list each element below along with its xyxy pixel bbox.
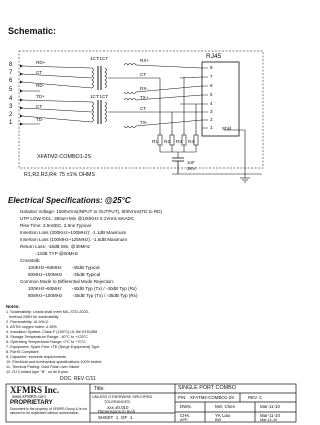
label-ct-right-tx: CT [140,106,147,111]
rj45-pin-7: 7 [210,74,213,79]
spec-line: Insertion Loss (300KHz~100MHz): -1.1dB Maximum [20,230,127,235]
pin-left-8: 8 [9,62,13,68]
date-app: Mar-11-10 [260,418,278,422]
rj45-pin-2: 2 [210,117,213,122]
electrical-specs-title: Electrical Specifications: @25°C [8,196,131,205]
label-tx-minus: TX- [140,120,148,125]
rj45-pin-3: 3 [210,109,213,114]
label-ct-right-rx: CT [140,72,147,77]
date-dwn: Mar-11-10 [260,404,280,409]
rj45-pin-5: 5 [210,92,213,97]
label-tx-plus: TX+ [140,95,149,100]
pin-left-7: 7 [9,70,13,76]
label-td-minus: TD- [36,117,44,122]
note-item: 3. ASTM oxygen index: ≥ 28% [6,325,57,329]
name-chk: YK Liao [215,413,231,418]
tolerances-label: TOLERANCES: [104,400,131,404]
pin-left-4: 4 [9,96,13,102]
capacitor-voltage: 2KV [187,166,196,171]
pin-left-5: 5 [9,87,13,93]
note-item: 4. Insulation System: Class F (155°C) UL file E151558 [6,330,98,334]
resistor-r1-label: R1 [152,139,158,144]
spec-line: Rise Time: 3.5nSEC, 2.5ns Typical [20,223,91,228]
rj45-pin-6: 6 [210,83,213,88]
note-item: 8. RoHS Compliant [6,350,39,354]
note-item: 12. RJ Contact type "B", on all 8 pins [6,370,69,374]
resistor-r2-label: R2 [164,139,170,144]
company-website: www.XFMRS.com [12,394,46,399]
title-value: SINGLE PORT COMBO [178,385,236,391]
xfmr-top-label: 1CT:1CT [90,56,109,61]
pn-label: P/N: [178,395,187,400]
proprietary-title: PROPRIETARY [10,400,53,406]
date-chk: Mar-11-10 [260,413,280,418]
resistor-note: R1,R2,R3,R4: 75 ±1% OHMS [24,172,95,178]
pn-value: XFATM2-COMBO1-2S [190,395,235,400]
name-dwn: Mel. Chen [215,404,236,409]
note-item: 1. Solderability: Leads shall meet MIL-STD-202G, [6,310,90,314]
label-rd-plus: RD+ [36,60,46,65]
dimensions-note: Dimensions in Inch [98,409,136,414]
rj45-pin-1: 1 [210,125,213,130]
rj45-pin-8: 8 [210,65,213,70]
doc-revision: DOC. REV C/11 [60,376,96,382]
capacitor-value: 1nF [187,160,195,165]
spec-line: Isolation Voltage: 1500Vrms(INPUT to OUTPUT), 500Vrms(TD to RD) [20,209,163,214]
label-rx-plus: RX+ [140,58,150,63]
pin-left-2: 2 [9,112,13,118]
note-item: 9. Capacitor: exceeds requirements [6,355,66,359]
resistor-r4-label: R4 [188,139,194,144]
unless-specified: UNLESS OTHERWISE SPECIFIED [92,395,153,399]
label-rx-minus: RX- [140,86,148,91]
spec-line: Return Loss: -18dB Min. @30MHz [20,244,91,249]
note-item: 10. Electrical and mechanical specifications 100% tested [6,360,102,364]
title-label: Title: [94,386,105,392]
label-ct-tx: CT [36,104,43,109]
role-app: APP. [180,418,189,422]
rj45-label: RJ45 [206,53,222,60]
role-dwn: DWN. [180,404,192,409]
note-item: 2. Flammability: UL94V-0 [6,320,49,324]
label-td-plus: TD+ [36,94,45,99]
xfmr-bottom-label: 1CT:1CT [90,94,109,99]
role-chk: CHK. [180,413,191,418]
revision: REV. C [248,395,263,400]
note-item: 11. Terminal Plating: Gold Flash over Nickel [6,365,80,369]
spec-line: 100KHz~60MHz -40dB Typ (Tx) / -40dB Typ (Rx) [28,286,137,291]
spec-line: 100KHz~60MHz -40dB Typical [28,265,100,270]
tolerance-value: .xxx ±0.010 [106,405,129,410]
spec-line: Common Mode to Differential Mode Rejection: [20,279,115,284]
label-ct-rx: CT [36,70,43,75]
resistor-r3-label: R3 [176,139,182,144]
pin-left-6: 6 [9,78,13,84]
pin-left-1: 1 [9,120,13,126]
shield-label: Shld [222,126,232,131]
note-item: method 208H for solderability [6,315,59,319]
company-name: XFMRS Inc. [10,385,59,395]
note-item: 5. Storage Temperature Range: -40°C to +125°C [6,335,89,339]
note-item: 7. Equipment: Spark Free, ITE (Surge Equipment) Type [6,345,100,349]
notes-label: Notes: [6,304,20,309]
spec-line: 80MHz~100MHz -35dB Typical [28,272,101,277]
part-number-label: XFATM2-COMBO1-2S [37,154,92,160]
name-app: BW [215,418,222,422]
proprietary-text: Document is the property of XFMRS Group & is not allowed to be duplicated without authorization [10,407,88,415]
label-rd-minus: RD- [36,83,45,88]
spec-line: 80MHz~100MHz -35dB Typ (Tx) / -35dB Typ (Rx) [28,293,138,298]
note-item: 6. Operating Temperature Range: 0°C to +70°C [6,340,86,344]
spec-line: Crosstalk: [20,258,41,263]
spec-line: UTP LOW OCL: 350uH Min @100KHz 0.1Vrms 8mADC [20,216,135,221]
spec-line: -12dB TYP @60MHz [20,251,79,256]
pin-left-3: 3 [9,104,13,110]
sheet-number: SHEET 1 OF 1 [98,415,133,420]
rj45-pin-4: 4 [210,101,213,106]
spec-line: Insertion Loss (100MHz~125MHz): -1.5dB Maximum [20,237,128,242]
schematic-title: Schematic: [8,26,57,36]
